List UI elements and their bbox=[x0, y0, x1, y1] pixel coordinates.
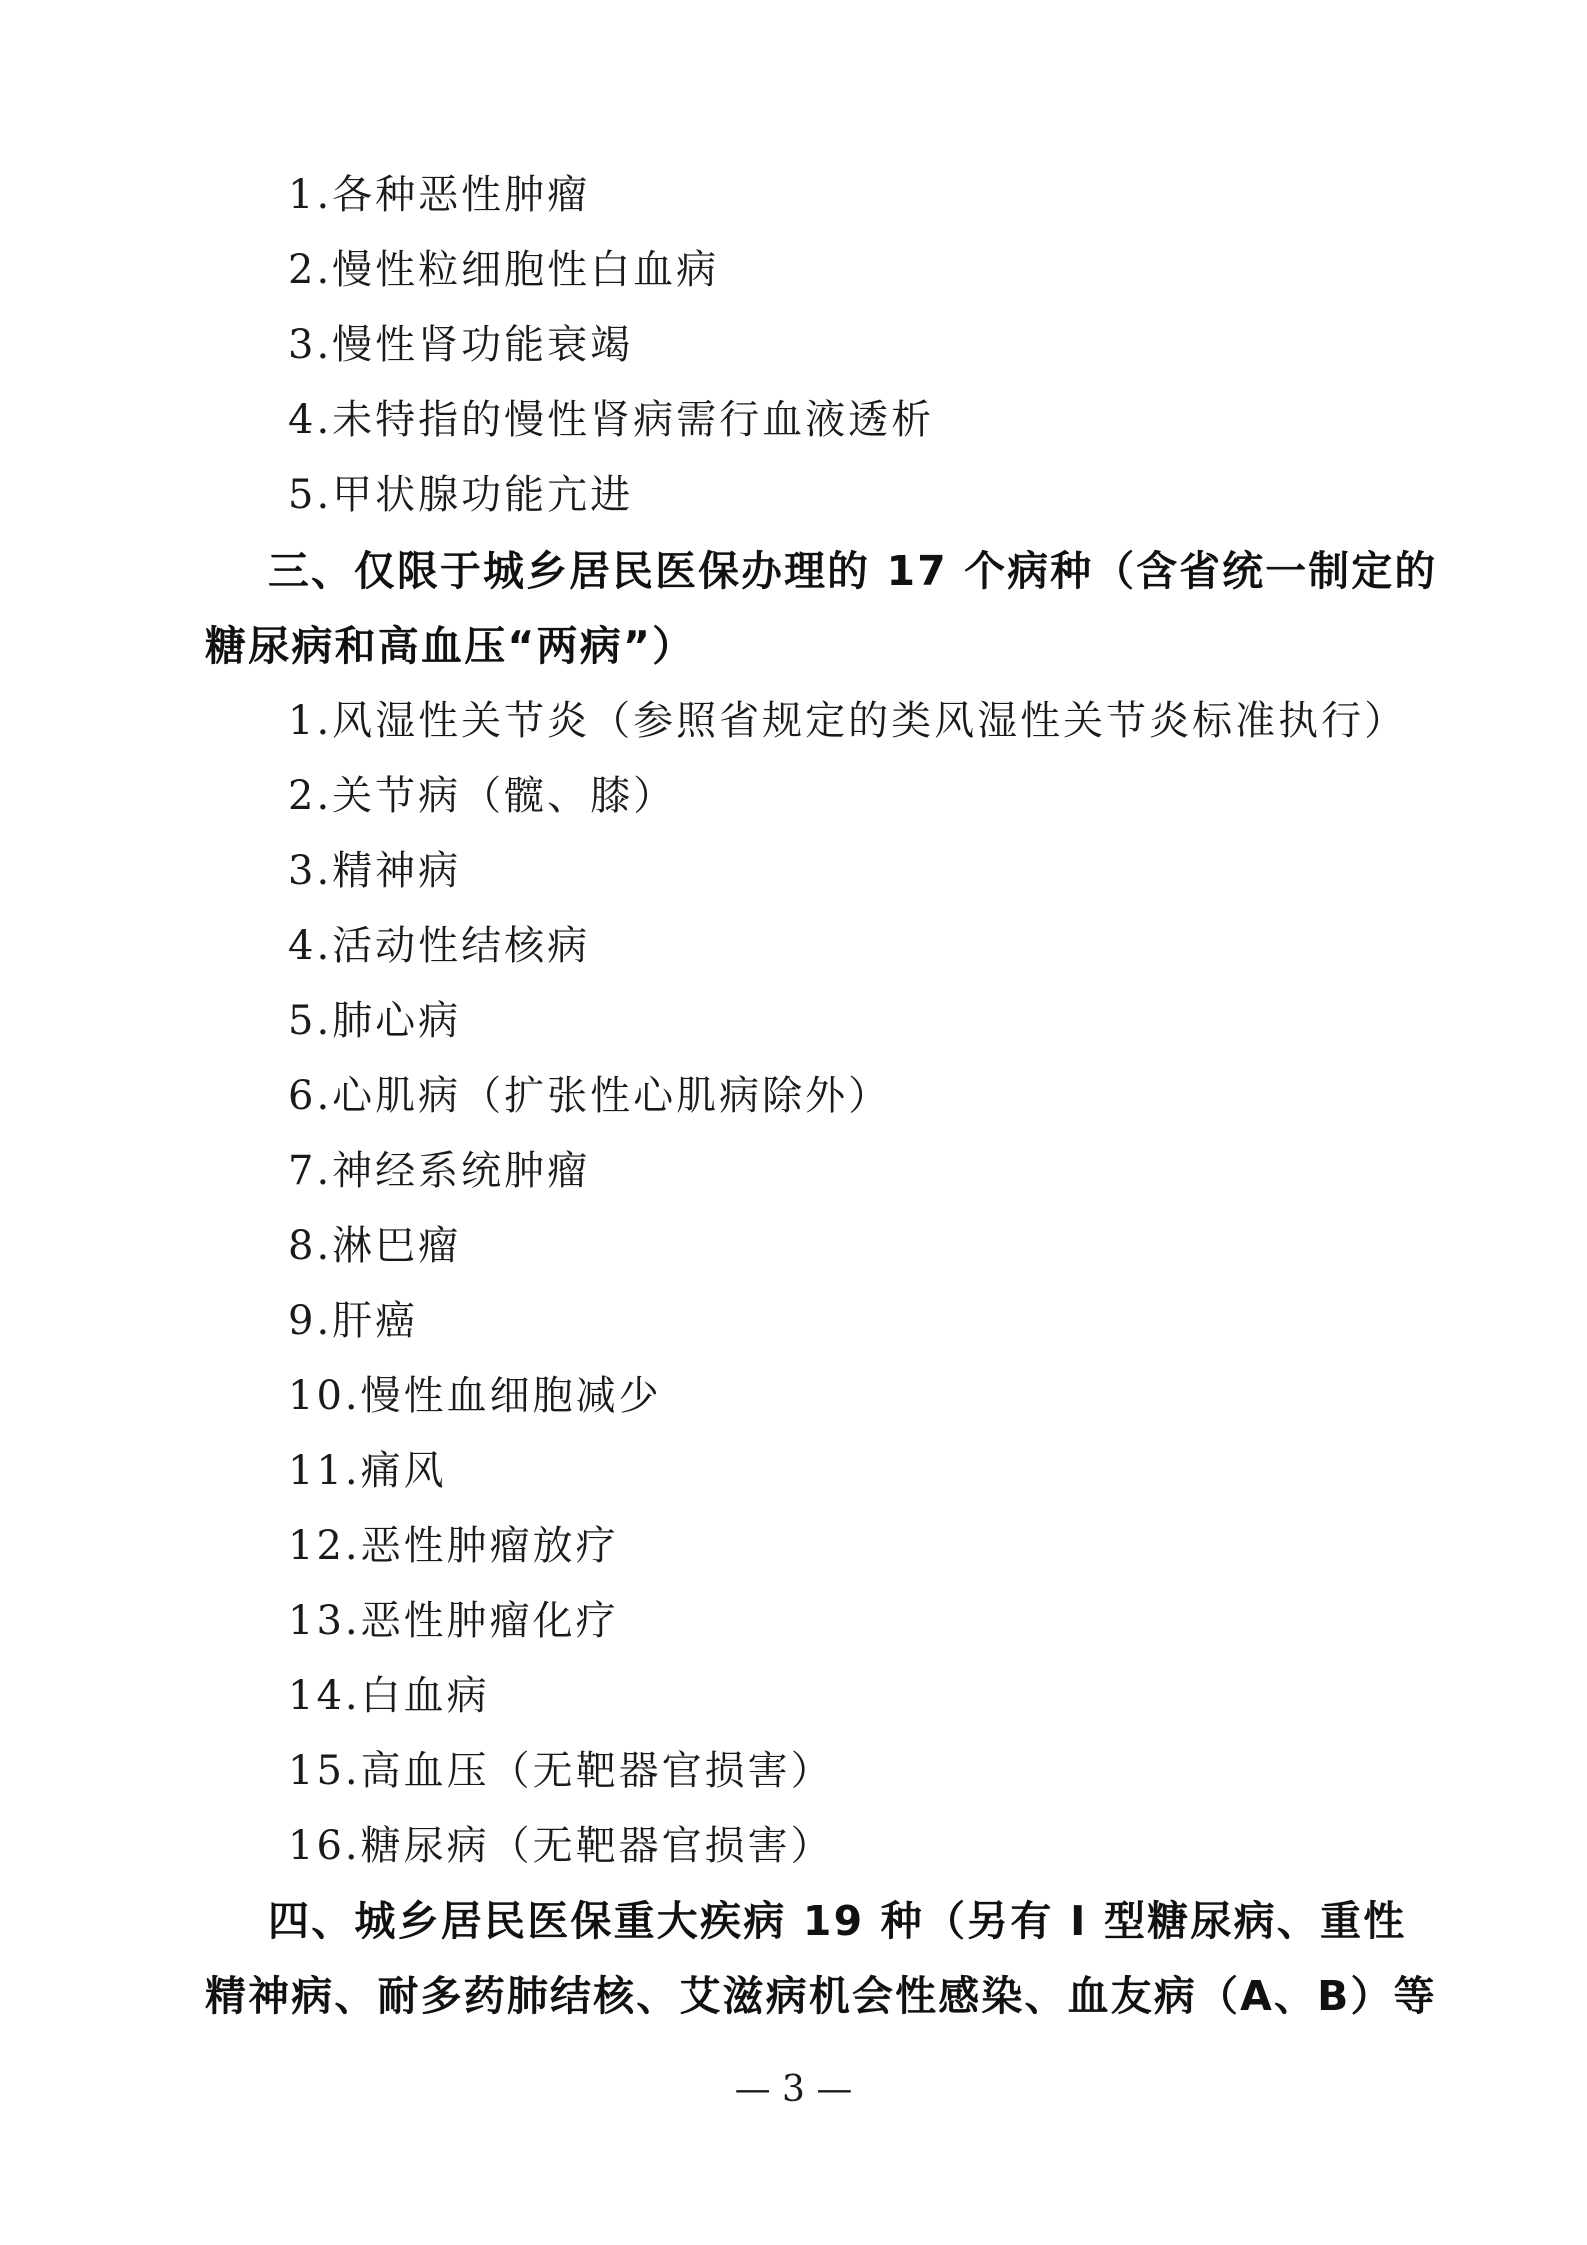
list-item: 14.白血病 bbox=[288, 1673, 490, 1719]
list-item: 4.未特指的慢性肾病需行血液透析 bbox=[288, 397, 935, 443]
list-item: 1.各种恶性肿瘤 bbox=[288, 172, 591, 218]
list-item: 12.恶性肿瘤放疗 bbox=[288, 1523, 619, 1569]
list-item: 1.风湿性关节炎（参照省规定的类风湿性关节炎标准执行） bbox=[288, 698, 1408, 744]
section-three-heading-line1: 三、仅限于城乡居民医保办理的 17 个病种（含省统一制定的 bbox=[268, 547, 1438, 595]
list-item: 2.关节病（髋、膝） bbox=[288, 773, 677, 819]
list-item: 3.精神病 bbox=[288, 848, 462, 894]
list-item: 4.活动性结核病 bbox=[288, 923, 591, 969]
section-three-heading-line2: 糖尿病和高血压“两病”） bbox=[205, 622, 696, 670]
section-four-heading-line1: 四、城乡居民医保重大疾病 19 种（另有 I 型糖尿病、重性 bbox=[268, 1897, 1407, 1945]
list-item: 11.痛风 bbox=[288, 1448, 447, 1494]
list-item: 16.糖尿病（无靶器官损害） bbox=[288, 1823, 834, 1869]
section-four-heading-line2: 精神病、耐多药肺结核、艾滋病机会性感染、血友病（A、B）等 bbox=[205, 1972, 1437, 2020]
list-item: 2.慢性粒细胞性白血病 bbox=[288, 247, 720, 293]
list-item: 5.肺心病 bbox=[288, 998, 462, 1044]
list-item: 13.恶性肿瘤化疗 bbox=[288, 1598, 619, 1644]
list-item: 7.神经系统肿瘤 bbox=[288, 1148, 591, 1194]
list-item: 8.淋巴瘤 bbox=[288, 1223, 462, 1269]
list-item: 6.心肌病（扩张性心肌病除外） bbox=[288, 1073, 892, 1119]
list-item: 9.肝癌 bbox=[288, 1298, 419, 1344]
list-item: 10.慢性血细胞减少 bbox=[288, 1373, 662, 1419]
list-item: 15.高血压（无靶器官损害） bbox=[288, 1748, 834, 1794]
page-number: — 3 — bbox=[734, 2069, 853, 2110]
list-item: 3.慢性肾功能衰竭 bbox=[288, 322, 634, 368]
list-item: 5.甲状腺功能亢进 bbox=[288, 472, 634, 518]
